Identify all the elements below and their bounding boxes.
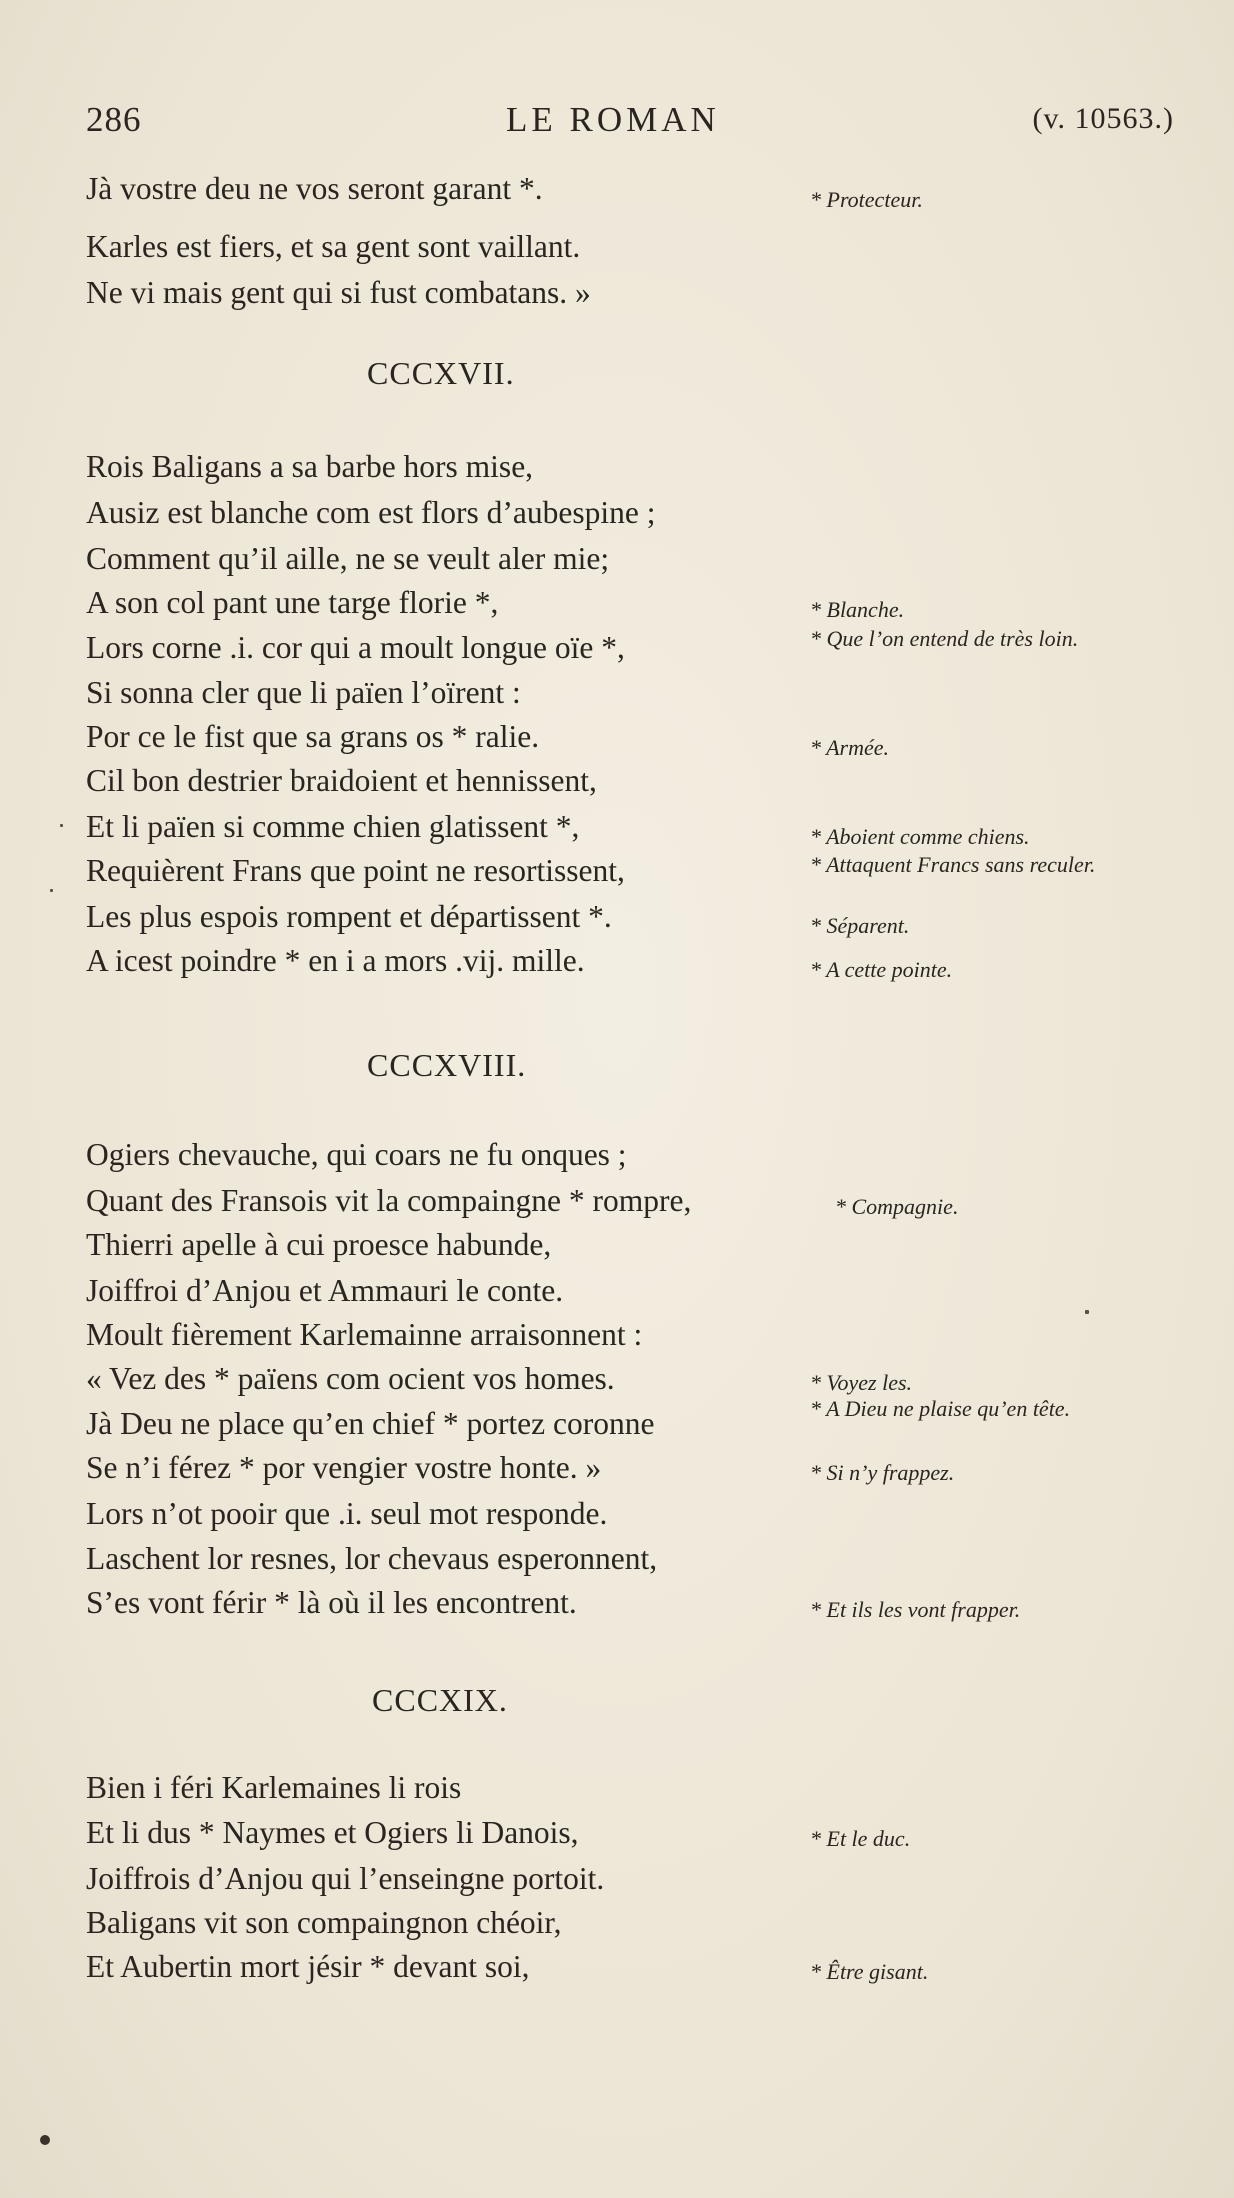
verse-line: A icest poindre * en i a mors .vij. mille. [86,943,585,978]
verse-line: Moult fièrement Karlemainne arraisonnent : [86,1317,643,1352]
verse-line: Cil bon destrier braidoient et hennissent, [86,763,597,798]
verse-line: A son col pant une targe florie *, [86,585,499,620]
print-speck [1085,1310,1089,1314]
verse-line: Les plus espois rompent et départissent *. [86,899,612,934]
verse-line: Rois Baligans a sa barbe hors mise, [86,449,534,484]
verse-line: S’es vont férir * là où il les encontrent. [86,1585,577,1620]
verse-line: Ogiers chevauche, qui coars ne fu onques ; [86,1137,627,1172]
margin-note: * Protecteur. [810,187,923,212]
margin-note: * Compagnie. [835,1194,959,1219]
verse-line: « Vez des * païens com ocient vos homes. [86,1361,615,1396]
margin-note: * Si n’y frappez. [810,1460,955,1485]
margin-note: * A cette pointe. [810,957,953,982]
margin-note: * Attaquent Francs sans reculer. [810,852,1096,877]
verse-line: Thierri apelle à cui proesce habunde, [86,1227,552,1262]
print-speck [50,889,53,892]
verse-line: Quant des Fransois vit la compaingne * rompre, [86,1183,692,1218]
verse-reference: (v. 10563.) [1032,102,1174,135]
verse-line: Comment qu’il aille, ne se veult aler mie; [86,541,610,576]
margin-note: * Et le duc. [810,1826,911,1851]
print-mark [40,2135,50,2145]
verse-line: Laschent lor resnes, lor chevaus esperonnent, [86,1541,658,1576]
margin-note: * Aboient comme chiens. [810,824,1030,849]
verse-line: Jà vostre deu ne vos seront garant *. [86,171,543,206]
verse-line: Se n’i férez * por vengier vostre honte. » [86,1450,602,1485]
verse-line: Jà Deu ne place qu’en chief * portez coronne [86,1406,655,1441]
verse-line: Requièrent Frans que point ne resortissent, [86,853,625,888]
margin-note: * Et ils les vont frapper. [810,1597,1021,1622]
verse-line: Bien i féri Karlemaines li rois [86,1770,462,1805]
section-title: CCCXVIII. [367,1047,527,1083]
verse-line: Ne vi mais gent qui si fust combatans. » [86,275,591,310]
page-number: 286 [86,100,142,139]
margin-note: * Voyez les. [810,1370,913,1395]
verse-line: Et li païen si comme chien glatissent *, [86,809,580,844]
verse-line: Lors n’ot pooir que .i. seul mot responde. [86,1496,608,1531]
margin-note: * Séparent. [810,913,910,938]
verse-line: Baligans vit son compaingnon chéoir, [86,1905,562,1940]
verse-line: Por ce le fist que sa grans os * ralie. [86,719,540,754]
verse-line: Et Aubertin mort jésir * devant soi, [86,1949,530,1984]
section-title: CCCXIX. [372,1682,508,1718]
verse-line: Si sonna cler que li païen l’oïrent : [86,675,521,710]
margin-note: * Être gisant. [810,1959,929,1984]
margin-note: * A Dieu ne plaise qu’en tête. [810,1396,1071,1421]
verse-line: Karles est fiers, et sa gent sont vaillant. [86,229,581,264]
margin-note: * Blanche. [810,597,905,622]
margin-note: * Que l’on entend de très loin. [810,626,1079,651]
running-title: LE ROMAN [506,100,720,139]
margin-note: * Armée. [810,735,890,760]
section-title: CCCXVII. [367,355,515,391]
verse-line: Joiffroi d’Anjou et Ammauri le conte. [86,1273,564,1308]
verse-line: Joiffrois d’Anjou qui l’enseingne portoit. [86,1861,605,1896]
verse-line: Ausiz est blanche com est flors d’aubespine ; [86,495,656,530]
print-speck [60,824,63,827]
verse-line: Et li dus * Naymes et Ogiers li Danois, [86,1815,579,1850]
page-header [86,100,1174,150]
verse-line: Lors corne .i. cor qui a moult longue oïe *, [86,630,625,665]
